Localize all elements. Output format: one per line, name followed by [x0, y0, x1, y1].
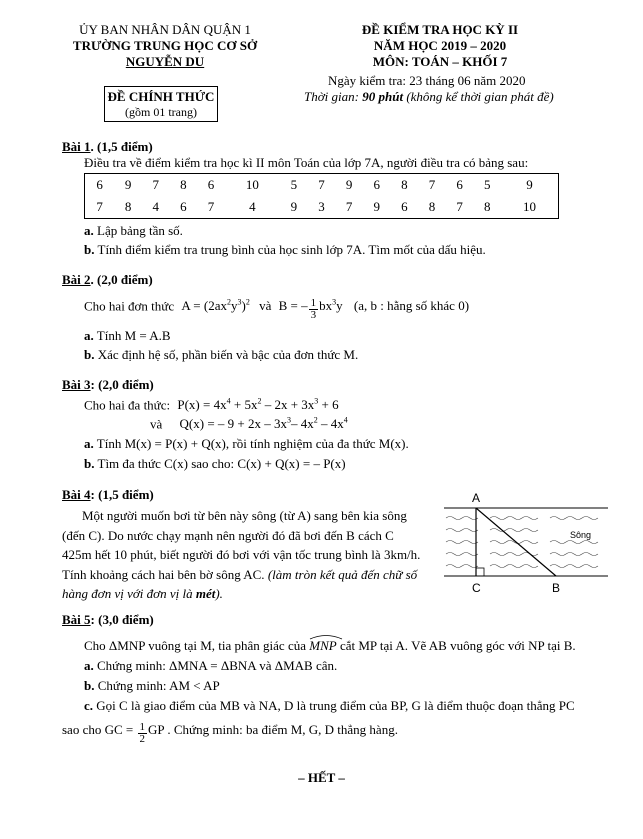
bai3-a-label: a. — [84, 436, 94, 451]
bai5-a-text: Chứng minh: ΔMNA = ΔBNA và ΔMAB cân. — [97, 658, 338, 673]
bai5-label: Bài 5 — [62, 612, 91, 627]
table-cell: 9 — [373, 199, 380, 214]
bai3-Q: và Q(x) = – $9 + 2x - 3x^3-$ $4x^2 - 4x^4$ — [150, 416, 348, 432]
table-cell: 8 — [124, 199, 132, 214]
bai4-points: : (1,5 điểm) — [90, 487, 154, 502]
table-cell: 9 — [526, 177, 533, 192]
bai4-label: Bài 4 — [62, 487, 91, 502]
table-cell: 7 — [456, 199, 463, 214]
table-row — [85, 196, 559, 219]
score-table — [84, 173, 559, 219]
time-label: Thời gian: — [304, 89, 363, 104]
bai1-heading — [62, 139, 153, 155]
footer-end: – HẾT – — [298, 770, 345, 785]
bai2-note: (a, b : hằng số khác 0) — [353, 298, 470, 314]
point-C-label: C — [472, 581, 481, 595]
bai4-line: Một người muốn bơi từ bên này sông (từ A) sang bên kia sông — [82, 508, 407, 523]
bai1-a — [84, 223, 183, 239]
bai2-b-label: b. — [84, 347, 95, 362]
header-org — [60, 22, 270, 70]
bai3-points: : (2,0 điểm) — [90, 377, 154, 392]
bai2-intro-line: Cho hai đơn thức $A = (2ax^2y^3)^2$ và B = – $\frac{1}{3}$ $bx^3y$ (a, b : hằng số khác 0) — [84, 297, 470, 322]
bai3-intro: Cho hai đa thức: — [84, 397, 171, 413]
bai5-c-text: Gọi C là giao điểm của MB và NA, D là trung điểm của BP, G là điểm thuộc đoạn thẳng PC — [96, 698, 575, 713]
time-note: (không kể thời gian phát đề) — [403, 89, 554, 104]
angle-text: MNP — [309, 638, 337, 653]
bai1-points: . (1,5 điểm) — [90, 139, 153, 154]
table-cell: 6 — [207, 177, 215, 192]
bai2-a-text: Tính M = A.B — [96, 328, 171, 343]
exam-year: NĂM HỌC 2019 – 2020 — [373, 38, 507, 53]
table-cell: 10 — [245, 177, 259, 192]
monomial-B: B = – $\frac{1}{3}$ $bx^3y$ — [278, 297, 343, 322]
bai5-a-label: a. — [84, 658, 94, 673]
right-angle-mark — [476, 568, 484, 576]
bai1-a-label: a. — [84, 223, 94, 238]
bai3-heading — [62, 377, 154, 393]
bai5-a — [84, 658, 337, 674]
table-cell: 7 — [318, 177, 325, 192]
bai1-a-text: Lập bảng tần số. — [97, 223, 183, 238]
table-cell: 6 — [456, 177, 463, 192]
bai4-note: (làm tròn kết quả đến chữ số — [267, 566, 418, 582]
angle-MNP — [309, 638, 336, 654]
bai2-intro: Cho hai đơn thức — [84, 298, 175, 314]
header-exam — [330, 22, 550, 70]
bai3-b — [84, 456, 346, 472]
table-cell: 6 — [180, 199, 187, 214]
table-cell: 7 — [207, 199, 215, 214]
exam-time — [304, 89, 554, 105]
table-cell: 7 — [96, 199, 103, 214]
header-committee: ỦY BAN NHÂN DÂN QUẬN 1 — [79, 22, 251, 37]
table-cell: 9 — [290, 199, 298, 214]
bai4-text — [62, 506, 434, 604]
table-cell: 6 — [96, 177, 103, 192]
bai5-b — [84, 678, 220, 694]
bai5-c-text2b: GP . Chứng minh: ba điểm M, G, D thẳng hàng. — [148, 722, 398, 737]
bai5-c-cont — [62, 722, 398, 745]
water-waves — [446, 517, 598, 568]
time-value: 90 phút — [362, 89, 404, 104]
table-cell: 9 — [345, 177, 353, 192]
bai4-unit: mét — [195, 586, 216, 601]
point-A-label: A — [472, 491, 481, 505]
bai5-c-label: c. — [84, 698, 94, 713]
bai3-label: Bài 3 — [62, 377, 91, 392]
bai2-points: . (2,0 điểm) — [90, 272, 153, 287]
bai2-a-label: a. — [84, 328, 94, 343]
bai3-and: và — [150, 416, 163, 432]
bai5-intro — [84, 638, 576, 654]
table-cell: 8 — [483, 199, 491, 214]
bai3-a-text: Tính M(x) = P(x) + Q(x), rồi tính nghiệm của đa thức M(x). — [96, 436, 409, 451]
bai1-intro: Điều tra về điểm kiểm tra học kì II môn Toán của lớp 7A, người điều tra có bảng sau: — [84, 155, 529, 170]
table-cell: 8 — [180, 177, 187, 192]
table-cell: 5 — [290, 177, 298, 192]
official-sub: (gồm 01 trang) — [125, 105, 197, 119]
bai4-note-end: ). — [215, 586, 223, 601]
bai2-a — [84, 328, 171, 344]
bai1-b-label: b. — [84, 242, 95, 257]
point-B-label: B — [552, 581, 561, 595]
segment-AB — [476, 508, 556, 576]
bai4-line: (đến C). Do nước chạy mạnh nên người đó đã bơi đến B cách C — [62, 527, 394, 543]
bai5-c — [84, 698, 575, 714]
bai4-line: Tính khoảng cách hai bên bờ sông AC. — [62, 566, 268, 582]
bai2-label: Bài 2 — [62, 272, 91, 287]
bai5-heading — [62, 612, 154, 628]
table-cell: 6 — [401, 199, 408, 214]
bai5-intro2: cắt MP tại A. Vẽ AB vuông góc với NP tại B. — [336, 638, 576, 653]
header-school-type: TRƯỜNG TRUNG HỌC CƠ SỞ — [72, 38, 258, 53]
bai5-intro1: Cho ΔMNP vuông tại M, tia phân giác của — [84, 638, 310, 653]
table-cell: 6 — [373, 177, 380, 192]
table-cell: 7 — [152, 177, 159, 192]
bai4-heading — [62, 487, 154, 503]
bai3-b-label: b. — [84, 456, 95, 471]
bai3-P: Cho hai đa thức: $P(x) = 4x^4 + 5x^2 - 2x + 3x^3 + 6$ — [84, 397, 339, 413]
official-title: ĐỀ CHÍNH THỨC — [107, 89, 215, 104]
bai2-heading — [62, 272, 153, 288]
fraction-1-2: $\frac{1}{2}$ — [139, 721, 145, 745]
river-label: Sông — [570, 530, 592, 540]
table-cell: 4 — [249, 199, 256, 214]
exam-date: Ngày kiểm tra: 23 tháng 06 năm 2020 — [328, 73, 526, 88]
table-cell: 9 — [124, 177, 132, 192]
bai1-label: Bài 1 — [62, 139, 91, 154]
bai5-c-text2a: sao cho GC = — [62, 722, 137, 737]
table-cell: 4 — [152, 199, 159, 214]
table-cell: 8 — [428, 199, 436, 214]
bai2-b-text: Xác định hệ số, phần biến và bậc của đơn thức M. — [97, 347, 359, 362]
bai4-note2: hàng đơn vị với đơn vị là — [62, 586, 196, 601]
bai5-b-text: Chứng minh: AM < AP — [97, 678, 220, 693]
monomial-A: $A = (2ax^2y^3)^2$ — [181, 298, 250, 314]
bai3-a — [84, 436, 409, 452]
bai4-line: 425m hết 10 phút, biết người đó bơi với vận tốc trung bình là 3km/h. — [62, 547, 421, 562]
exam-subject: MÔN: TOÁN – KHỐI 7 — [372, 54, 508, 69]
bai1-b-text: Tính điểm kiểm tra trung bình của học sinh lớp 7A. Tìm mốt của dấu hiệu. — [97, 242, 486, 257]
table-cell: 10 — [523, 199, 536, 214]
bai5-points: : (3,0 điểm) — [90, 612, 154, 627]
table-cell: 7 — [345, 199, 353, 214]
bai3-b-text: Tìm đa thức C(x) sao cho: C(x) + Q(x) = – P(x) — [97, 456, 346, 471]
official-box — [104, 86, 218, 122]
table-cell: 5 — [483, 177, 491, 192]
header-school-name: NGUYỄN DU — [125, 54, 205, 69]
exam-title: ĐỀ KIỂM TRA HỌC KỲ II — [361, 22, 519, 37]
table-cell: 8 — [401, 177, 408, 192]
table-cell: 7 — [428, 177, 436, 192]
table-row — [85, 174, 559, 197]
table-cell: 3 — [318, 199, 325, 214]
bai2-b — [84, 347, 358, 363]
river-figure — [440, 490, 610, 596]
bai1-b — [84, 242, 486, 258]
bai5-b-label: b. — [84, 678, 95, 693]
